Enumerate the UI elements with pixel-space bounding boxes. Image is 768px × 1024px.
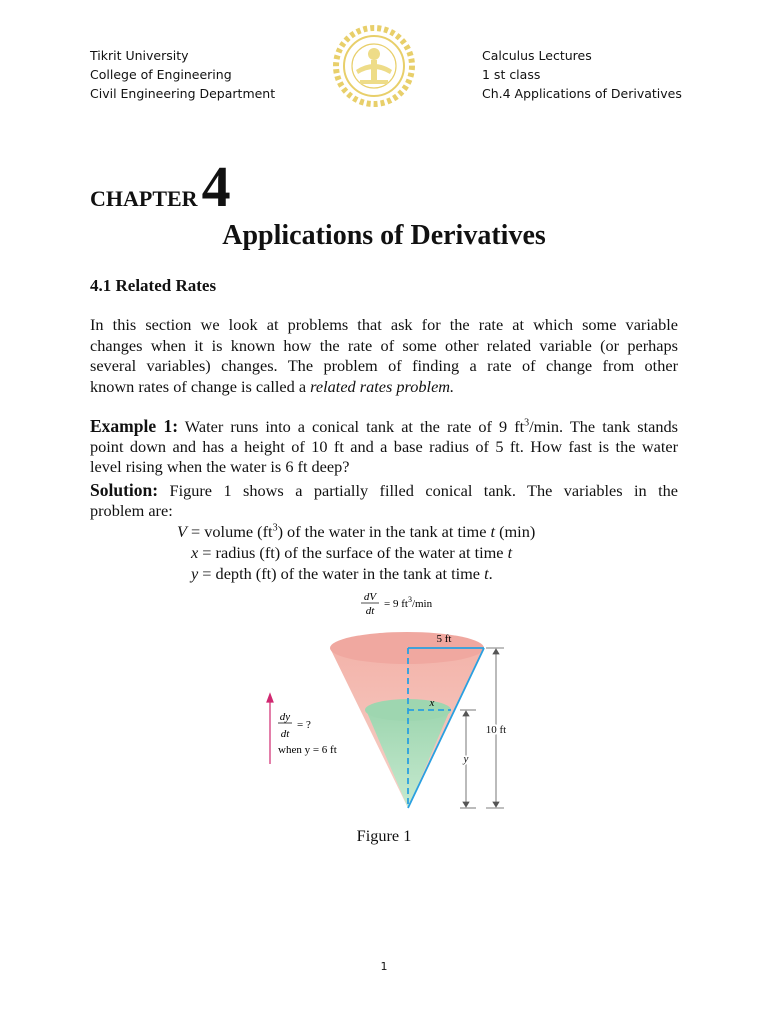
example-paragraph — [90, 416, 678, 478]
var-time: t — [507, 543, 513, 562]
var-text: (min) — [495, 522, 536, 541]
chapter-word: CHAPTER — [90, 186, 198, 211]
header-right — [482, 46, 682, 103]
variable-v-definition — [177, 522, 535, 542]
header-department: Civil Engineering Department — [90, 86, 276, 101]
dv-denominator: dt — [365, 605, 375, 617]
dv-rhs: = 9 $ft^3/\min$ — [384, 595, 433, 610]
intro-paragraph — [90, 315, 678, 397]
intro-last-text: known rates of change is called a — [90, 376, 311, 396]
dy-dt-label — [278, 711, 337, 756]
header-left — [90, 46, 275, 103]
solution-text: Figure 1 shows a partially filled conical tank. The variables in the — [158, 481, 678, 500]
page-title: Applications of Derivatives — [222, 220, 546, 251]
var-symbol: y — [191, 564, 199, 583]
dy-condition: when y = 6 ft — [278, 744, 337, 756]
header-course: Calculus Lectures — [482, 48, 592, 63]
var-time: t — [484, 564, 489, 583]
chapter-number: 4 — [201, 154, 231, 219]
dy-denominator: dt — [280, 728, 290, 740]
intro-line: changes when it is known how the rate of some other related variable (or perhaps — [90, 335, 678, 355]
page-number: 1 — [380, 960, 388, 973]
y-label: y — [463, 753, 469, 765]
university-seal-logo — [330, 22, 418, 110]
example-line: level rising when the water is 6 ft deep? — [90, 457, 350, 476]
radius-label: 5 ft — [436, 633, 452, 645]
variable-x-definition — [191, 543, 512, 563]
section-heading: 4.1 Related Rates — [90, 276, 217, 295]
example-line: point down and has a height of 10 ft and a base radius of 5 ft. How fast is the water — [90, 436, 678, 456]
related-rates-term: related rates problem. — [310, 376, 455, 396]
intro-line — [90, 377, 678, 398]
solution-line: problem are: — [90, 500, 173, 520]
solution-paragraph — [90, 480, 678, 521]
var-symbol: V — [177, 522, 187, 541]
var-text: . — [488, 564, 493, 583]
example-text: /min. The tank stands — [529, 417, 678, 436]
var-text: = radius (ft) of the surface of the water at time — [198, 543, 508, 562]
solution-line — [90, 480, 678, 501]
header-university: Tikrit University — [90, 48, 189, 63]
var-text: = depth (ft) of the water in the tank at time — [198, 564, 485, 583]
intro-line: In this section we look at problems that ask for the rate at which some variable — [90, 315, 678, 334]
example-line — [90, 416, 678, 437]
x-label: x — [429, 697, 435, 709]
chapter-heading — [90, 154, 231, 219]
example-label: Example 1: — [90, 416, 179, 436]
height-label: 10 ft — [485, 724, 507, 736]
figure-caption: Figure 1 — [356, 826, 412, 845]
dy-dt-arrow — [267, 694, 273, 764]
dy-rhs: = ? — [297, 719, 311, 731]
conical-tank-figure — [260, 588, 520, 818]
header-chapter: Ch.4 Applications of Derivatives — [482, 86, 682, 101]
var-symbol: x — [191, 543, 199, 562]
example-text: Water runs into a conical tank at the rate of 9 ft — [178, 417, 525, 436]
solution-label: Solution: — [90, 480, 159, 500]
dy-numerator: dy — [279, 711, 291, 723]
var-text: ) of the water in the tank at time — [277, 522, 491, 541]
intro-line: several variables) changes. The problem of finding a rate of change from other — [90, 356, 678, 375]
dv-numerator: dV — [363, 591, 377, 603]
variable-y-definition — [191, 564, 493, 584]
var-text: = volume (ft — [186, 522, 273, 541]
dv-dt-label — [361, 591, 433, 617]
var-superscript: 3 — [272, 522, 278, 534]
header-class: 1 st class — [482, 67, 541, 82]
header-college: College of Engineering — [90, 67, 232, 82]
var-time: t — [490, 522, 496, 541]
example-superscript: 3 — [524, 417, 530, 429]
